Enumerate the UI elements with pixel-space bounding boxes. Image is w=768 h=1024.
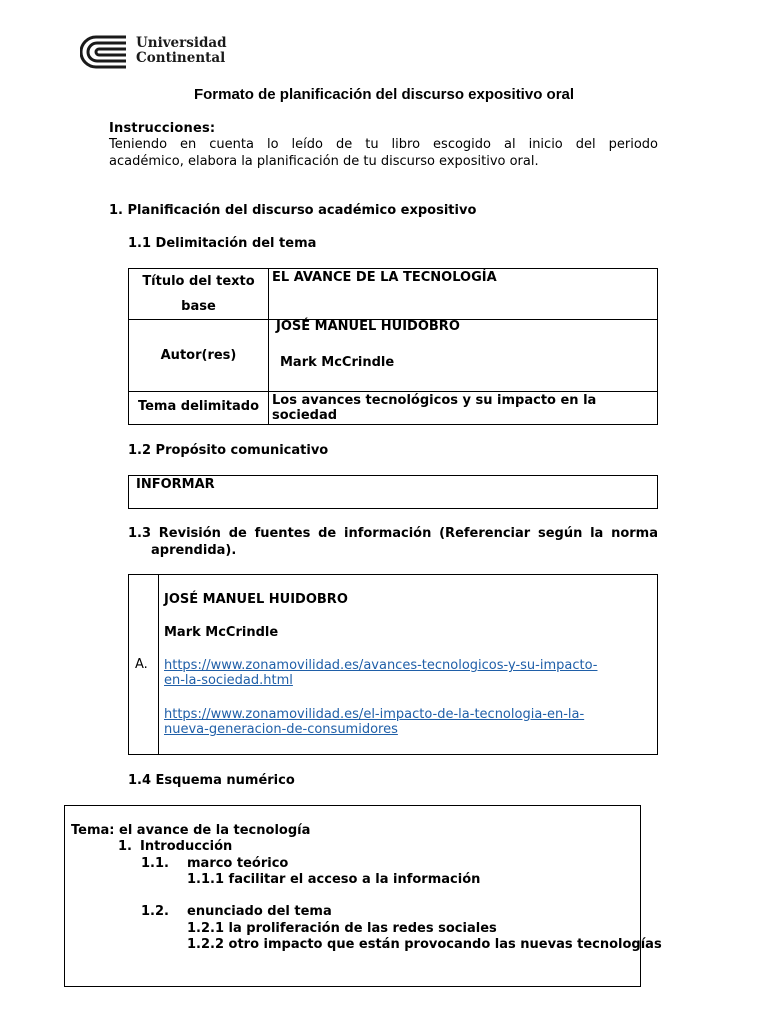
link-line[interactable]: en-la-sociedad.html bbox=[164, 673, 293, 688]
outline-item: marco teórico bbox=[187, 856, 289, 871]
table-label-authors: Autor(res) bbox=[129, 320, 269, 391]
universidad-continental-logo-icon bbox=[80, 33, 130, 71]
table-value-title: EL AVANCE DE LA TECNOLOGÍA bbox=[272, 270, 497, 285]
topic-delimitation-table bbox=[128, 268, 658, 425]
outline-item: Introducción bbox=[140, 839, 233, 854]
instructions-heading: Instrucciones: bbox=[109, 121, 216, 136]
outline-number: 1.1. bbox=[141, 856, 169, 871]
section-1-1-heading: 1.1 Delimitación del tema bbox=[128, 236, 317, 251]
table-row bbox=[129, 320, 657, 392]
instructions-line-2: académico, elabora la planificación de tu discurso expositivo oral. bbox=[109, 154, 539, 169]
source-link-1[interactable] bbox=[164, 658, 597, 688]
logo-wordmark bbox=[136, 36, 227, 66]
table-label-topic: Tema delimitado bbox=[129, 392, 269, 424]
link-line[interactable]: nueva-generacion-de-consumidores bbox=[164, 722, 398, 737]
source-link-2[interactable] bbox=[164, 707, 584, 737]
section-1-heading: 1. Planificación del discurso académico expositivo bbox=[109, 203, 477, 218]
sources-letter: A. bbox=[135, 657, 148, 672]
section-1-4-heading: 1.4 Esquema numérico bbox=[128, 773, 295, 788]
table-label-title bbox=[129, 269, 269, 319]
logo-line-2: Continental bbox=[136, 50, 226, 66]
instructions-body bbox=[109, 136, 658, 170]
purpose-box bbox=[128, 475, 658, 509]
label-line: Título del texto bbox=[142, 274, 255, 289]
logo-line-1: Universidad bbox=[136, 35, 227, 51]
table-row bbox=[129, 269, 657, 320]
outline-item: 1.2.2 otro impacto que están provocando las nuevas tecnologías bbox=[187, 937, 662, 952]
document-title: Formato de planificación del discurso expositivo oral bbox=[193, 86, 575, 103]
source-author-2: Mark McCrindle bbox=[164, 625, 279, 640]
table-value-author-2: Mark McCrindle bbox=[280, 355, 395, 370]
outline-number: 1. bbox=[118, 839, 132, 854]
table-value-topic: Los avances tecnológicos y su impacto en la sociedad bbox=[272, 393, 597, 423]
instructions-line-1: Teniendo en cuenta lo leído de tu libro escogido al inicio del periodo bbox=[109, 137, 658, 152]
purpose-value: INFORMAR bbox=[136, 477, 215, 492]
section-1-3-line-2: aprendida). bbox=[151, 543, 237, 558]
outline-topic: Tema: el avance de la tecnología bbox=[71, 823, 311, 838]
link-line[interactable]: https://www.zonamovilidad.es/avances-tecnologicos-y-su-impacto- bbox=[164, 658, 598, 673]
label-line: base bbox=[181, 299, 216, 314]
link-line[interactable]: https://www.zonamovilidad.es/el-impacto-de-la-tecnologia-en-la- bbox=[164, 707, 585, 722]
section-1-3-line-1: 1.3 Revisión de fuentes de información (Referenciar según la norma bbox=[128, 526, 658, 541]
sources-table bbox=[128, 574, 658, 755]
outline-item: enunciado del tema bbox=[187, 904, 332, 919]
outline-item: 1.1.1 facilitar el acceso a la información bbox=[187, 872, 481, 887]
source-author-1: JOSÉ MANUEL HUIDOBRO bbox=[164, 592, 348, 607]
table-row bbox=[129, 392, 657, 424]
numeric-outline-box bbox=[64, 805, 662, 987]
section-1-2-heading: 1.2 Propósito comunicativo bbox=[128, 443, 329, 458]
section-1-3-heading bbox=[128, 525, 658, 559]
outline-item: 1.2.1 la proliferación de las redes sociales bbox=[187, 921, 497, 936]
outline-number: 1.2. bbox=[141, 904, 169, 919]
sources-letter-column bbox=[129, 575, 159, 754]
table-value-author-1: JOSÉ MANUEL HUIDOBRO bbox=[276, 319, 460, 334]
